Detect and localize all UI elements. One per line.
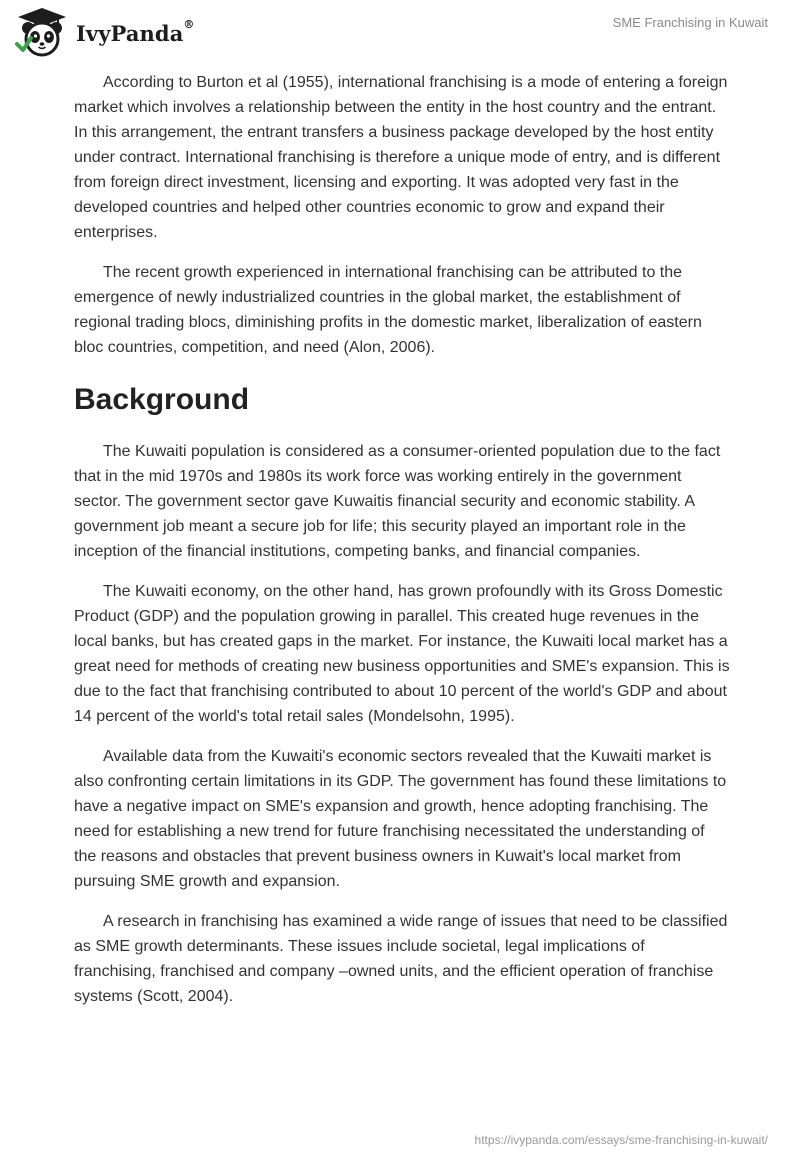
paragraph: According to Burton et al (1955), international franchising is a mode of entering a foreign market which involves a relationship between the entity in the host country and the entrant. In this arrangement, the entrant transfers a business package developed by the host entity under contract. International franchising is therefore a unique mode of entry, and is different from foreign direct investment, licensing and exporting. It was adopted very fast in the developed countries and helped other countries economic to grow and expand their enterprises. (74, 74, 728, 241)
paragraph: The Kuwaiti economy, on the other hand, has grown profoundly with its Gross Domestic Product (GDP) and the population growing in parallel. This created huge revenues in the local banks, but has created gaps in the market. For instance, the Kuwaiti local market has a great need for methods of creating new business opportunities and SME's expansion. This is due to the fact that franchising contributed to about 10 percent of the world's GDP and about 14 percent of the world's total retail sales (Mondelsohn, 1995). (74, 583, 730, 725)
registered-mark: ® (183, 17, 195, 31)
brand-name: IvyPanda® (76, 17, 195, 46)
page-header (0, 0, 800, 60)
panda-graduate-icon (14, 6, 70, 58)
paragraph: Available data from the Kuwaiti's economic sectors revealed that the Kuwaiti market is also confronting certain limitations in its GDP. The government has found these limitations to have a negative impact on SME's expansion and growth, hence adopting franchising. The need for establishing a new trend for future franchising necessitated the understanding of the reasons and obstacles that prevent business owners in Kuwait's local market from pursuing SME growth and expansion. (74, 748, 727, 890)
source-url[interactable]: https://ivypanda.com/essays/sme-franchising-in-kuwait/ (474, 1133, 768, 1147)
section-heading: Background (74, 383, 250, 416)
paragraph: A research in franchising has examined a wide range of issues that need to be classified as SME growth determinants. These issues include societal, legal implications of franchising, franchised and company –owned units, and the efficient operation of franchise systems (Scott, 2004). (74, 913, 728, 1005)
article-body (74, 70, 730, 1024)
paragraph: The recent growth experienced in international franchising can be attributed to the emergence of newly industrialized countries in the global market, the establishment of regional trading blocs, diminishing profits in the domestic market, liberalization of eastern bloc countries, competition, and need (Alon, 2006). (74, 264, 702, 356)
ivypanda-logo[interactable] (14, 6, 195, 58)
paragraph: The Kuwaiti population is considered as a consumer-oriented population due to the fact that in the mid 1970s and 1980s its work force was working entirely in the government sector. The government sector gave Kuwaitis financial security and economic stability. A government job meant a secure job for life; this security played an important role in the inception of the financial institutions, competing banks, and financial companies. (74, 443, 721, 560)
document-title: SME Franchising in Kuwait (612, 15, 768, 30)
